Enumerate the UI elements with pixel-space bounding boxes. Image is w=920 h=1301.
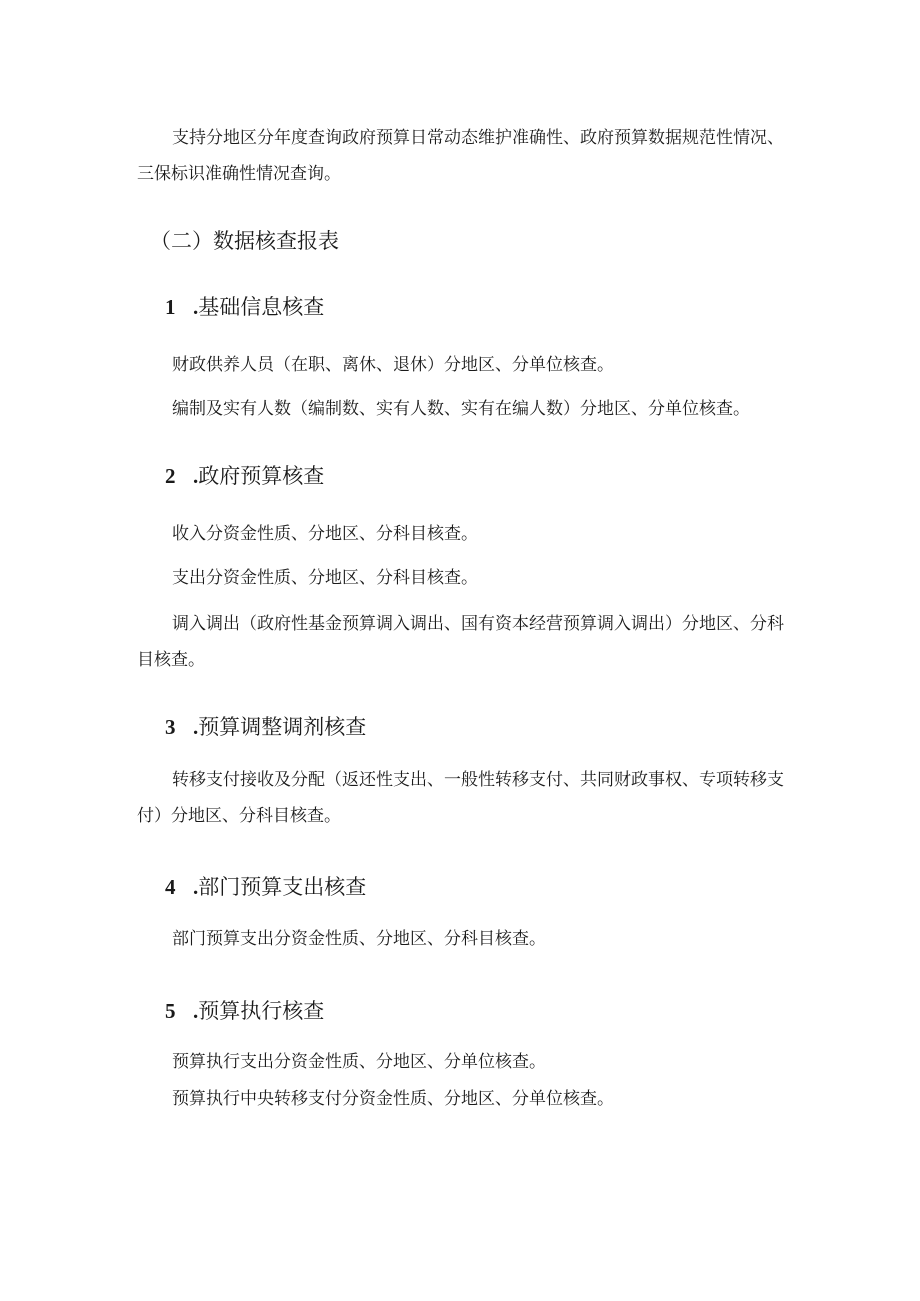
subsection-number: 5: [165, 999, 176, 1023]
subsection-heading-1: 1 .基础信息核查: [165, 295, 325, 319]
body-line: 付）分地区、分科目核查。: [137, 806, 341, 826]
body-line: 编制及实有人数（编制数、实有人数、实有在编人数）分地区、分单位核查。: [172, 399, 750, 419]
intro-line-1: 支持分地区分年度查询政府预算日常动态维护准确性、政府预算数据规范性情况、: [172, 128, 784, 148]
subsection-heading-3: 3 .预算调整调剂核查: [165, 715, 367, 739]
subsection-title: 预算执行核查: [198, 999, 325, 1023]
body-line: 调入调出（政府性基金预算调入调出、国有资本经营预算调入调出）分地区、分科: [172, 614, 784, 634]
body-line: 部门预算支出分资金性质、分地区、分科目核查。: [172, 929, 546, 949]
section-title: （二）数据核查报表: [150, 229, 339, 253]
subsection-title: 基础信息核查: [198, 295, 325, 319]
subsection-title: 政府预算核查: [198, 464, 325, 488]
subsection-heading-4: 4 .部门预算支出核查: [165, 875, 367, 899]
subsection-number: 2: [165, 464, 176, 488]
subsection-title: 部门预算支出核查: [198, 875, 367, 899]
subsection-number: 1: [165, 295, 176, 319]
body-line: 收入分资金性质、分地区、分科目核查。: [172, 524, 478, 544]
intro-line-2: 三保标识准确性情况查询。: [137, 164, 341, 184]
body-line: 转移支付接收及分配（返还性支出、一般性转移支付、共同财政事权、专项转移支: [172, 770, 784, 790]
body-line: 财政供养人员（在职、离休、退休）分地区、分单位核查。: [172, 355, 614, 375]
subsection-number: 4: [165, 875, 176, 899]
subsection-heading-5: 5 .预算执行核查: [165, 999, 325, 1023]
body-line: 目核查。: [137, 650, 205, 670]
subsection-number: 3: [165, 715, 176, 739]
subsection-title: 预算调整调剂核查: [198, 715, 367, 739]
body-line: 支出分资金性质、分地区、分科目核查。: [172, 568, 478, 588]
subsection-heading-2: 2 .政府预算核查: [165, 464, 325, 488]
body-line: 预算执行中央转移支付分资金性质、分地区、分单位核查。: [172, 1089, 614, 1109]
body-line: 预算执行支出分资金性质、分地区、分单位核查。: [172, 1052, 546, 1072]
